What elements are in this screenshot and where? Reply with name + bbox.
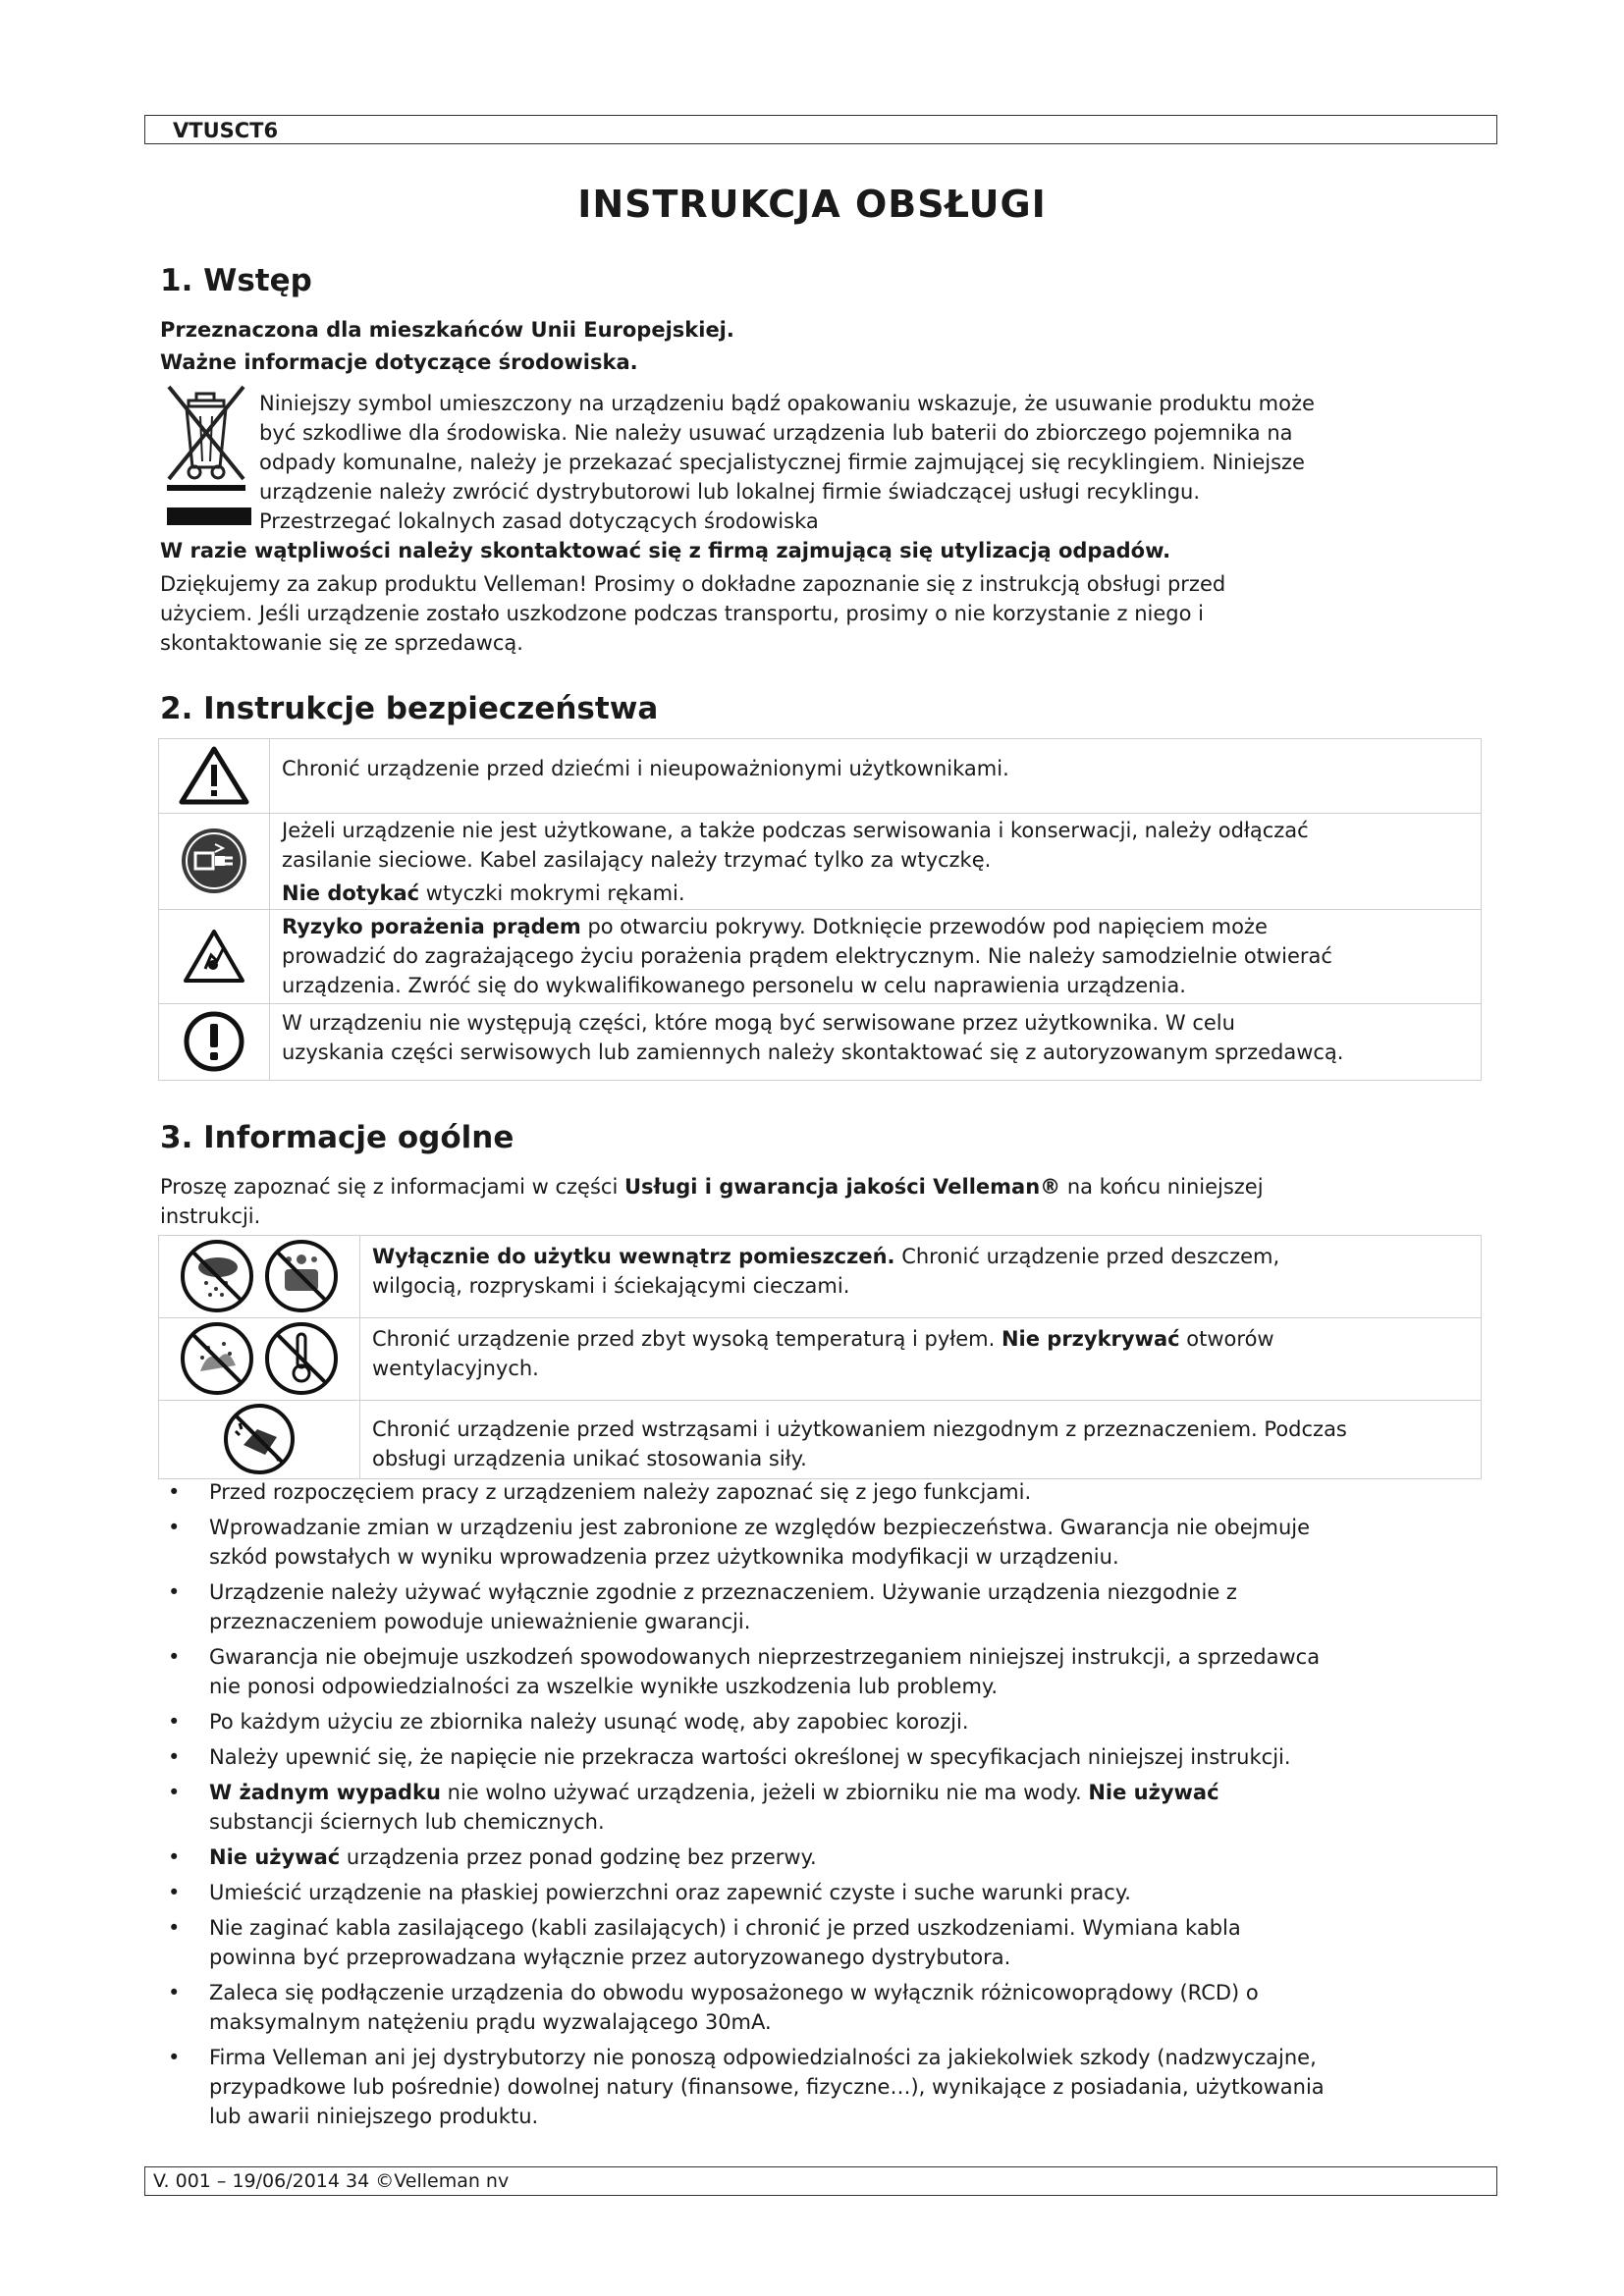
- item-text: powinna być przeprowadzana wyłącznie przez autoryzowanego dystrybutora.: [209, 1946, 1011, 1969]
- general-icon-cell: [159, 1236, 360, 1318]
- safety-icon-cell: [159, 739, 270, 814]
- general-row: [159, 1318, 1482, 1401]
- emphasis: Nie używać: [1088, 1781, 1219, 1804]
- list-item: [160, 1642, 1505, 1701]
- plain-text: na końcu niniejszej: [1060, 1175, 1264, 1199]
- model-code: VTUSCT6: [173, 119, 279, 142]
- list-item: [160, 1978, 1505, 2037]
- section-2-heading: 2. Instrukcje bezpieczeństwa: [160, 691, 659, 726]
- general-text: wentylacyjnych.: [372, 1357, 539, 1380]
- list-item: [160, 2043, 1505, 2131]
- intro-line: [160, 1172, 1495, 1201]
- safety-text-cell: [270, 910, 1482, 1004]
- emphasis: Nie dotykać: [282, 881, 420, 905]
- intro-line: instrukcji.: [160, 1204, 261, 1228]
- weee-text: [259, 389, 1496, 536]
- weee-line: być szkodliwe dla środowiska. Nie należy usuwać urządzenia lub baterii do zbiorczego pojemnika na: [259, 421, 1293, 445]
- safety-text: [282, 912, 1473, 941]
- general-row: [159, 1236, 1482, 1318]
- general-text-cell: [360, 1236, 1482, 1318]
- item-text: Przed rozpoczęciem pracy z urządzeniem należy zapoznać się z jego funkcjami.: [209, 1480, 1032, 1504]
- safety-icon-cell: [159, 1004, 270, 1081]
- footer-text: V. 001 – 19/06/2014 34 ©Velleman nv: [153, 2170, 510, 2192]
- bullet-list: [160, 1477, 1505, 2137]
- safety-text: prowadzić do zagrażającego życiu porażenia prądem elektrycznym. Nie należy samodzielnie otwierać: [282, 944, 1332, 968]
- eu-note: Przeznaczona dla mieszkańców Unii Europejskiej.: [160, 318, 734, 342]
- general-table: [158, 1235, 1482, 1479]
- weee-bin-icon: [163, 381, 249, 491]
- weee-line: Niniejszy symbol umieszczony na urządzeniu bądź opakowaniu wskazuje, że usuwanie produktu może: [259, 392, 1315, 415]
- item-text: nie ponosi odpowiedzialności za wszelkie wynikłe uszkodzenia lub problemy.: [209, 1675, 999, 1698]
- env-note: Ważne informacje dotyczące środowiska.: [160, 350, 638, 374]
- emphasis: Usługi i gwarancja jakości Velleman®: [623, 1175, 1061, 1199]
- thanks-line: użyciem. Jeśli urządzenie zostało uszkodzone podczas transportu, prosimy o nie korzystanie z niego i: [160, 602, 1204, 625]
- safety-text-cell: [270, 1004, 1482, 1081]
- item-text: • Gwarancja nie obejmuje uszkodzeń spowodowanych nieprzestrzeganiem niniejszej instrukcji, a sprzedawca: [209, 1645, 1321, 1669]
- weee-line: urządzenie należy zwrócić dystrybutorowi lub lokalnej firmie świadczącej usługi recyklingu.: [259, 480, 1201, 504]
- list-item: [160, 1878, 1505, 1907]
- list-item: [160, 1742, 1505, 1772]
- footer-box: [144, 2166, 1497, 2196]
- plain-text: wtyczki mokrymi rękami.: [419, 881, 685, 905]
- list-item: [160, 1513, 1505, 1572]
- weee-bar: [167, 507, 251, 525]
- general-text: wilgocią, rozpryskami i ściekającymi cieczami.: [372, 1274, 850, 1298]
- section-1-heading: 1. Wstęp: [160, 263, 312, 298]
- list-item: [160, 1913, 1505, 1972]
- item-text: szkód powstałych w wyniku wprowadzenia przez użytkownika modyfikacji w urządzeniu.: [209, 1545, 1119, 1569]
- safety-text-cell: [270, 814, 1482, 910]
- general-text-cell: [360, 1401, 1482, 1479]
- emphasis: Nie używać: [209, 1845, 341, 1869]
- intro-text: [160, 1172, 1495, 1231]
- general-icon-cell: [159, 1318, 360, 1401]
- weee-line: Przestrzegać lokalnych zasad dotyczących środowiska: [259, 509, 819, 533]
- general-row: [159, 1401, 1482, 1479]
- no-splash-icon: [263, 1238, 340, 1314]
- item-text: • Nie zaginać kabla zasilającego (kabli zasilających) i chronić je przed uszkodzeniami. Wymiana kabla: [209, 1916, 1241, 1940]
- emphasis: Nie przykrywać: [1001, 1327, 1180, 1351]
- item-text: przeznaczeniem powoduje unieważnienie gwarancji.: [209, 1610, 751, 1633]
- list-item: [160, 1842, 1505, 1872]
- general-icon-cell: [159, 1401, 360, 1479]
- safety-icon-cell: [159, 814, 270, 910]
- plain-text: urządzenia przez ponad godzinę bez przerwy.: [340, 1845, 817, 1869]
- safety-row: [159, 1004, 1482, 1081]
- safety-text-cell: [270, 739, 1482, 814]
- item-text: • Zaleca się podłączenie urządzenia do obwodu wyposażonego w wyłącznik różnicowoprądowy (RCD) o: [209, 1981, 1259, 2004]
- safety-row: [159, 910, 1482, 1004]
- safety-text: zasilanie sieciowe. Kabel zasilający należy trzymać tylko za wtyczkę.: [282, 848, 992, 872]
- plain-text: Proszę zapoznać się z informacjami w części: [160, 1175, 624, 1199]
- header-box: [144, 115, 1497, 144]
- item-text: lub awarii niniejszego produktu.: [209, 2105, 539, 2128]
- weee-line: odpady komunalne, należy je przekazać specjalistycznej firmie zajmującej się recyklingiem. Niniejsze: [259, 451, 1305, 474]
- item-text: [209, 1778, 1505, 1807]
- safety-icon-cell: [159, 910, 270, 1004]
- thanks-line: Dziękujemy za zakup produktu Velleman! Prosimy o dokładne zapoznanie się z instrukcją obsługi przed: [160, 572, 1226, 596]
- plain-text: nie wolno używać urządzenia, jeżeli w zbiorniku nie ma wody.: [440, 1781, 1089, 1804]
- general-text: obsługi urządzenia unikać stosowania siły.: [372, 1447, 807, 1470]
- shock-hazard-icon: [182, 928, 246, 985]
- safety-text: [282, 879, 1473, 908]
- safety-text: Jeżeli urządzenie nie jest użytkowane, a także podczas serwisowania i konserwacji, należy odłączać: [282, 819, 1309, 842]
- safety-text: uzyskania części serwisowych lub zamiennych należy skontaktować się z autoryzowanym sprzedawcą.: [282, 1041, 1344, 1064]
- item-text: Należy upewnić się, że napięcie nie przekracza wartości określonej w specyfikacjach niniejszej instrukcji.: [209, 1745, 1291, 1769]
- page-title: INSTRUKCJA OBSŁUGI: [577, 183, 1047, 226]
- plain-text: otworów: [1179, 1327, 1274, 1351]
- emphasis: Ryzyko porażenia prądem: [282, 915, 581, 938]
- general-text: [372, 1242, 1473, 1271]
- emphasis: W żadnym wypadku: [209, 1781, 441, 1804]
- safety-row: [159, 739, 1482, 814]
- item-text: • Firma Velleman ani jej dystrybutorzy nie ponoszą odpowiedzialności za jakiekolwiek szkody (nadzwyczajne,: [209, 2046, 1317, 2069]
- plain-text: Chronić urządzenie przed zbyt wysoką temperaturą i pyłem.: [372, 1327, 1001, 1351]
- list-item: [160, 1778, 1505, 1837]
- item-text: substancji ściernych lub chemicznych.: [209, 1810, 605, 1834]
- safety-text: urządzenia. Zwróć się do wykwalifikowanego personelu w celu naprawienia urządzenia.: [282, 974, 1186, 997]
- exclamation-circle-icon: [183, 1010, 245, 1073]
- safety-row: [159, 814, 1482, 910]
- section-3-heading: 3. Informacje ogólne: [160, 1120, 514, 1155]
- general-text: Chronić urządzenie przed wstrząsami i użytkowaniem niezgodnym z przeznaczeniem. Podczas: [372, 1417, 1347, 1441]
- item-text: • Wprowadzanie zmian w urządzeniu jest zabronione ze względów bezpieczeństwa. Gwarancja nie obejmuje: [209, 1516, 1311, 1539]
- no-rain-icon: [179, 1238, 255, 1314]
- warning-triangle-icon: [179, 745, 249, 806]
- general-text-cell: [360, 1318, 1482, 1401]
- plain-text: po otwarciu pokrywy. Dotknięcie przewodów pod napięciem może: [580, 915, 1268, 938]
- item-text: maksymalnym natężeniu prądu wyzwalającego 30mA.: [209, 2010, 772, 2034]
- safety-table: [158, 738, 1482, 1081]
- emphasis: Wyłącznie do użytku wewnątrz pomieszczeń.: [372, 1245, 895, 1268]
- item-text: przypadkowe lub pośrednie) dowolnej natury (finansowe, fizyczne…), wynikające z posiadania, użytkowania: [209, 2075, 1325, 2099]
- list-item: [160, 1577, 1505, 1636]
- item-text: Umieścić urządzenie na płaskiej powierzchni oraz zapewnić czyste i suche warunki pracy.: [209, 1881, 1131, 1904]
- doubt-note: W razie wątpliwości należy skontaktować się z firmą zajmującą się utylizacją odpadów.: [160, 539, 1171, 562]
- list-item: [160, 1707, 1505, 1736]
- no-dust-icon: [179, 1320, 255, 1397]
- thanks-text: [160, 569, 1495, 658]
- item-text: • Urządzenie należy używać wyłącznie zgodnie z przeznaczeniem. Używanie urządzenia niezgodnie z: [209, 1580, 1237, 1604]
- unplug-icon: [180, 827, 248, 895]
- item-text: Po każdym użyciu ze zbiornika należy usunąć wodę, aby zapobiec korozji.: [209, 1710, 969, 1734]
- safety-text: Chronić urządzenie przed dziećmi i nieupoważnionymi użytkownikami.: [282, 757, 1009, 780]
- no-shock-icon: [222, 1402, 297, 1476]
- plain-text: Chronić urządzenie przed deszczem,: [894, 1245, 1280, 1268]
- list-item: [160, 1477, 1505, 1507]
- thanks-line: skontaktowanie się ze sprzedawcą.: [160, 631, 523, 655]
- general-text: [372, 1324, 1473, 1354]
- no-heat-icon: [263, 1320, 340, 1397]
- safety-text: W urządzeniu nie występują części, które mogą być serwisowane przez użytkownika. W celu: [282, 1011, 1235, 1035]
